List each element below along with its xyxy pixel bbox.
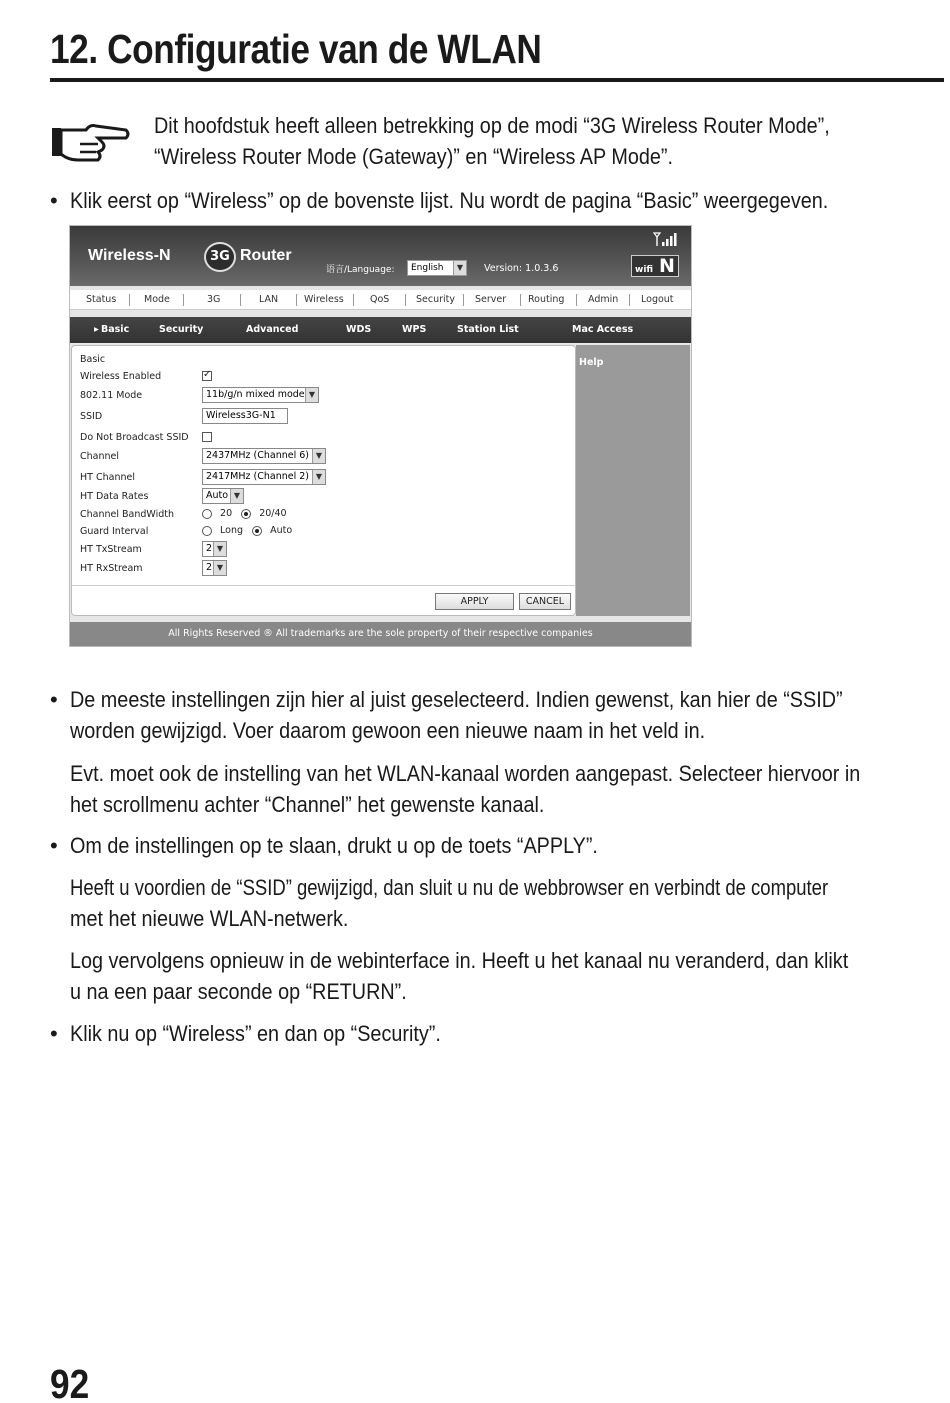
- guard-auto-label: Auto: [270, 525, 293, 536]
- nav-separator: [576, 294, 577, 306]
- nav-server[interactable]: Server: [475, 294, 507, 305]
- checkmark-icon: ✓: [203, 369, 212, 380]
- subnav-basic-arrow: ▸: [94, 324, 99, 335]
- pointing-hand-icon: [50, 116, 130, 166]
- sub-navigation: [70, 317, 691, 343]
- chapter-title: 12. Configuratie van de WLAN: [50, 26, 542, 72]
- rx-stream-select[interactable]: [202, 560, 227, 576]
- nav-admin[interactable]: Admin: [588, 294, 619, 305]
- subnav-station-list[interactable]: Station List: [457, 324, 519, 335]
- paragraph-line: Evt. moet ook de instelling van het WLAN-kanaal worden aangepast. Selecteer hiervoor in: [70, 761, 861, 786]
- section-title: Basic: [80, 354, 106, 365]
- cancel-button[interactable]: CANCEL: [519, 593, 571, 610]
- brand-wireless-n: Wireless-N: [88, 247, 171, 264]
- bullet-dot: •: [50, 188, 58, 213]
- paragraph: [70, 830, 657, 861]
- chevron-down-icon: ▼: [305, 388, 318, 402]
- bullet-dot: •: [50, 833, 58, 858]
- router-header: [70, 226, 691, 286]
- ssid-label: SSID: [80, 411, 103, 422]
- mode-label: 802.11 Mode: [80, 390, 143, 401]
- paragraph-line: het scrollmenu achter “Channel” het gewenste kanaal.: [70, 792, 545, 817]
- ht-channel-label: HT Channel: [80, 472, 135, 483]
- guard-interval-options: [202, 525, 292, 536]
- paragraph-line: worden gewijzigd. Voer daarom gewoon een nieuwe naam in het veld in.: [70, 718, 706, 743]
- guard-long-radio[interactable]: [202, 526, 212, 536]
- chevron-down-icon: ▼: [230, 489, 243, 503]
- bandwidth-label: Channel BandWidth: [80, 509, 175, 520]
- paragraph-line: u na een paar seconde op “RETURN”.: [70, 979, 407, 1004]
- subnav-security[interactable]: Security: [159, 324, 204, 335]
- bullet-dot: •: [50, 687, 58, 712]
- bandwidth-2040-radio[interactable]: [241, 509, 251, 519]
- firmware-version: Version: 1.0.3.6: [484, 263, 559, 274]
- chevron-down-icon: ▼: [312, 470, 325, 484]
- nav-qos[interactable]: QoS: [370, 294, 390, 305]
- note-line: “Wireless Router Mode (Gateway)” en “Wireless AP Mode”.: [154, 144, 673, 169]
- router-screenshot: [69, 225, 692, 647]
- nav-security[interactable]: Security: [416, 294, 456, 305]
- paragraph: [70, 684, 928, 746]
- chevron-down-icon: ▼: [453, 261, 466, 275]
- hide-ssid-label: Do Not Broadcast SSID: [80, 432, 189, 443]
- nav-separator: [296, 294, 297, 306]
- signal-strength-icon: [652, 231, 678, 247]
- note-line: Dit hoofdstuk heeft alleen betrekking op de modi “3G Wireless Router Mode”,: [154, 113, 830, 138]
- channel-select[interactable]: [202, 448, 326, 464]
- wifi-badge-text: wifi: [635, 265, 654, 275]
- chevron-down-icon: ▼: [213, 561, 226, 575]
- paragraph-line: met het nieuwe WLAN-netwerk.: [70, 906, 349, 931]
- language-value: English: [411, 263, 444, 273]
- guard-long-label: Long: [220, 525, 244, 536]
- ht-channel-select[interactable]: [202, 469, 326, 485]
- nav-separator: [183, 294, 184, 306]
- chevron-down-icon: ▼: [312, 449, 325, 463]
- title-rule: [50, 78, 944, 82]
- nav-separator: [629, 294, 630, 306]
- mode-select[interactable]: [202, 387, 319, 403]
- paragraph-line: De meeste instellingen zijn hier al juist geselecteerd. Indien gewenst, kan hier de “SSID”: [70, 687, 843, 712]
- intro-paragraph: Klik eerst op “Wireless” op de bovenste lijst. Nu wordt de pagina “Basic” weergegeven.: [70, 188, 829, 213]
- paragraph-line: Log vervolgens opnieuw in de webinterface in. Heeft u het kanaal nu veranderd, dan klikt: [70, 948, 849, 973]
- ht-rates-select[interactable]: [202, 488, 244, 504]
- paragraph: [70, 945, 935, 1007]
- paragraph-line: Klik nu op “Wireless” en dan op “Security”.: [70, 1021, 441, 1046]
- rx-stream-value: 2: [206, 562, 213, 573]
- nav-logout[interactable]: Logout: [641, 294, 674, 305]
- wifi-n-badge: [631, 255, 679, 277]
- nav-lan[interactable]: LAN: [259, 294, 279, 305]
- basic-settings-panel: [71, 345, 576, 616]
- subnav-basic[interactable]: Basic: [101, 324, 130, 335]
- nav-separator: [520, 294, 521, 306]
- guard-auto-radio[interactable]: [252, 526, 262, 536]
- wifi-n-letter: N: [659, 255, 675, 277]
- nav-status[interactable]: Status: [86, 294, 117, 305]
- guard-interval-label: Guard Interval: [80, 526, 149, 537]
- tx-stream-select[interactable]: [202, 541, 227, 557]
- tx-stream-label: HT TxStream: [80, 544, 142, 555]
- nav-separator: [129, 294, 130, 306]
- nav-3g[interactable]: 3G: [207, 294, 221, 305]
- nav-wireless[interactable]: Wireless: [304, 294, 344, 305]
- paragraph: [70, 758, 948, 820]
- nav-mode[interactable]: Mode: [144, 294, 170, 305]
- brand-router: Router: [240, 247, 292, 264]
- rx-stream-label: HT RxStream: [80, 563, 143, 574]
- channel-label: Channel: [80, 451, 120, 462]
- channel-value: 2437MHz (Channel 6): [206, 450, 310, 461]
- panel-divider: [72, 585, 575, 586]
- help-sidebar: Help: [576, 345, 690, 616]
- tx-stream-value: 2: [206, 543, 213, 554]
- subnav-advanced[interactable]: Advanced: [246, 324, 299, 335]
- ht-rates-value: Auto: [206, 490, 229, 501]
- bullet-dot: •: [50, 1021, 58, 1046]
- bandwidth-20-radio[interactable]: [202, 509, 212, 519]
- nav-separator: [405, 294, 406, 306]
- wireless-enabled-checkbox[interactable]: [202, 371, 212, 381]
- nav-separator: [353, 294, 354, 306]
- bandwidth-20-label: 20: [220, 508, 233, 519]
- ht-channel-value: 2417MHz (Channel 2): [206, 471, 310, 482]
- chevron-down-icon: ▼: [213, 542, 226, 556]
- ht-rates-label: HT Data Rates: [80, 491, 149, 502]
- mode-value: 11b/g/n mixed mode: [206, 389, 305, 400]
- wireless-enabled-label: Wireless Enabled: [80, 371, 162, 382]
- top-navigation: [70, 290, 691, 310]
- nav-separator: [463, 294, 464, 306]
- paragraph-line: Om de instellingen op te slaan, drukt u op de toets “APPLY”.: [70, 833, 598, 858]
- language-select[interactable]: [407, 260, 467, 276]
- brand-3g-logo: 3G: [204, 242, 236, 272]
- nav-routing[interactable]: Routing: [528, 294, 565, 305]
- router-footer: All Rights Reserved ® All trademarks are the sole property of their respective companies: [70, 622, 691, 646]
- paragraph: [70, 1018, 482, 1049]
- subnav-wds[interactable]: WDS: [346, 324, 372, 335]
- page-number: 92: [50, 1361, 90, 1403]
- bandwidth-options: [202, 508, 287, 519]
- subnav-mac-access[interactable]: Mac Access: [572, 324, 634, 335]
- paragraph: [70, 872, 950, 934]
- language-label: 语言/Language:: [326, 265, 395, 275]
- paragraph-line: Heeft u voordien de “SSID” gewijzigd, dan sluit u nu de webbrowser en verbindt de computer: [70, 875, 829, 900]
- apply-button[interactable]: APPLY: [435, 593, 514, 610]
- bandwidth-2040-label: 20/40: [259, 508, 287, 519]
- nav-separator: [240, 294, 241, 306]
- ssid-input[interactable]: Wireless3G-N1: [202, 408, 288, 424]
- subnav-wps[interactable]: WPS: [402, 324, 427, 335]
- hide-ssid-checkbox[interactable]: [202, 432, 212, 442]
